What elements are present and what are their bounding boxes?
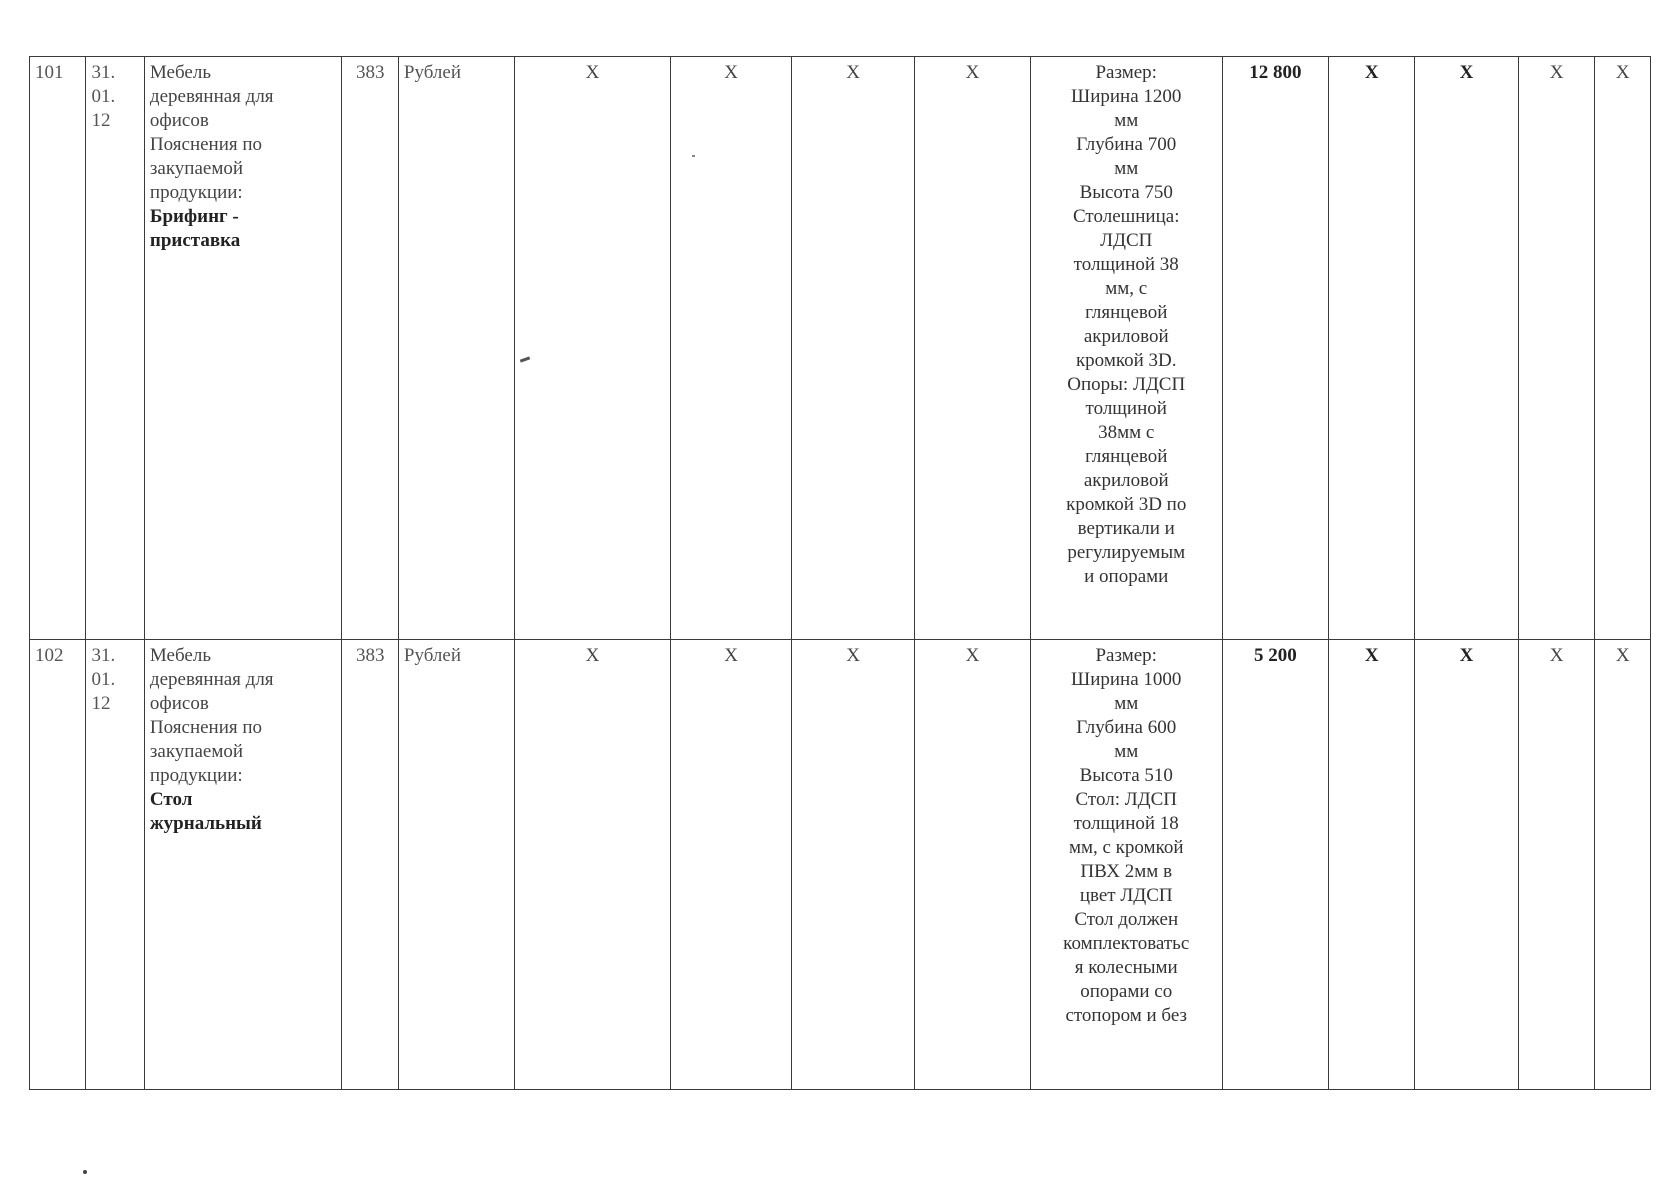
spec-line: ЛДСП (1100, 230, 1153, 251)
desc-line: офисов (149, 693, 209, 714)
desc-line: Пояснения по (149, 717, 263, 738)
desc-line: продукции: (149, 765, 243, 786)
price-value: 5 200 (1222, 640, 1329, 1090)
x-mark: X (671, 57, 792, 640)
spec-line: комплектоватьс (1063, 933, 1190, 954)
spec-line: и опорами (1084, 566, 1169, 587)
spec-line: регулируемым (1067, 542, 1186, 563)
spec-line: Ширина 1000 (1071, 669, 1182, 690)
desc-line: закупаемой (149, 741, 244, 762)
spec-line: я колесными (1074, 957, 1178, 978)
okpd-code (86, 57, 144, 640)
desc-line: Пояснения по (149, 134, 263, 155)
spec-line: опорами со (1080, 981, 1173, 1002)
x-mark: X (792, 640, 915, 1090)
spec-line: толщиной 38 (1073, 254, 1179, 275)
spec-line: 38мм с (1098, 422, 1155, 443)
desc-line: Мебель (149, 62, 211, 83)
item-specification (1030, 57, 1222, 640)
spec-line: мм (1114, 693, 1139, 714)
spec-line: Размер: (1095, 62, 1157, 83)
item-name: журнальный (149, 813, 262, 834)
item-description (144, 57, 342, 640)
item-name: приставка (149, 230, 241, 251)
code-line: 31. (91, 645, 116, 666)
spec-line: стопором и без (1065, 1005, 1188, 1026)
x-mark: X (1415, 57, 1519, 640)
currency-unit: Рублей (398, 640, 514, 1090)
spec-line: цвет ЛДСП (1079, 885, 1173, 906)
spec-line: Глубина 700 (1076, 134, 1177, 155)
procurement-table (29, 56, 1651, 1090)
spec-line: Столешница: (1072, 206, 1180, 227)
spec-line: кромкой 3D по (1066, 494, 1187, 515)
okei-code: 383 (342, 640, 398, 1090)
x-mark: X (792, 57, 915, 640)
spec-line: Размер: (1095, 645, 1157, 666)
spec-line: Высота 510 (1079, 765, 1173, 786)
table-row (30, 57, 1651, 640)
code-line: 31. (91, 62, 116, 83)
spec-line: Стол должен (1074, 909, 1179, 930)
spec-line: мм, с кромкой (1068, 837, 1184, 858)
desc-line: Мебель (149, 645, 211, 666)
x-mark: X (514, 57, 670, 640)
spec-line: акриловой (1083, 326, 1169, 347)
x-mark: X (1595, 640, 1651, 1090)
spec-line: мм, с (1105, 278, 1148, 299)
x-mark: X (671, 640, 792, 1090)
scan-dot (83, 1170, 87, 1174)
spec-line: акриловой (1083, 470, 1169, 491)
code-line: 12 (91, 110, 111, 131)
row-number: 101 (30, 57, 86, 640)
x-mark: X (915, 57, 1031, 640)
item-name: Брифинг - (149, 206, 239, 227)
desc-line: офисов (149, 110, 209, 131)
spec-line: Глубина 600 (1076, 717, 1177, 738)
spec-line: Ширина 1200 (1071, 86, 1182, 107)
currency-unit: Рублей (398, 57, 514, 640)
spec-line: Стол: ЛДСП (1075, 789, 1177, 810)
spec-line: Высота 750 (1079, 182, 1173, 203)
desc-line: продукции: (149, 182, 243, 203)
x-mark: X (1329, 640, 1415, 1090)
x-mark: X (1415, 640, 1519, 1090)
code-line: 01. (91, 669, 116, 690)
spec-line: толщиной 18 (1073, 813, 1179, 834)
scan-speck (692, 155, 695, 157)
spec-line: мм (1114, 110, 1139, 131)
okpd-code (86, 640, 144, 1090)
spec-line: глянцевой (1085, 446, 1168, 467)
desc-line: закупаемой (149, 158, 244, 179)
spec-line: толщиной (1085, 398, 1167, 419)
x-mark: X (1518, 57, 1595, 640)
item-specification (1030, 640, 1222, 1090)
okei-code: 383 (342, 57, 398, 640)
spec-line: кромкой 3D. (1075, 350, 1177, 371)
x-mark: X (1595, 57, 1651, 640)
table-row (30, 640, 1651, 1090)
item-name: Стол (149, 789, 193, 810)
item-description (144, 640, 342, 1090)
x-mark: X (915, 640, 1031, 1090)
row-number: 102 (30, 640, 86, 1090)
spec-line: глянцевой (1085, 302, 1168, 323)
x-mark: X (1518, 640, 1595, 1090)
spec-line: мм (1114, 741, 1139, 762)
spec-line: Опоры: ЛДСП (1067, 374, 1186, 395)
desc-line: деревянная для (149, 86, 274, 107)
spec-line: ПВХ 2мм в (1080, 861, 1173, 882)
code-line: 12 (91, 693, 111, 714)
spec-line: мм (1114, 158, 1139, 179)
code-line: 01. (91, 86, 116, 107)
x-mark: X (514, 640, 670, 1090)
price-value: 12 800 (1222, 57, 1329, 640)
x-mark: X (1329, 57, 1415, 640)
spec-line: вертикали и (1077, 518, 1175, 539)
desc-line: деревянная для (149, 669, 274, 690)
